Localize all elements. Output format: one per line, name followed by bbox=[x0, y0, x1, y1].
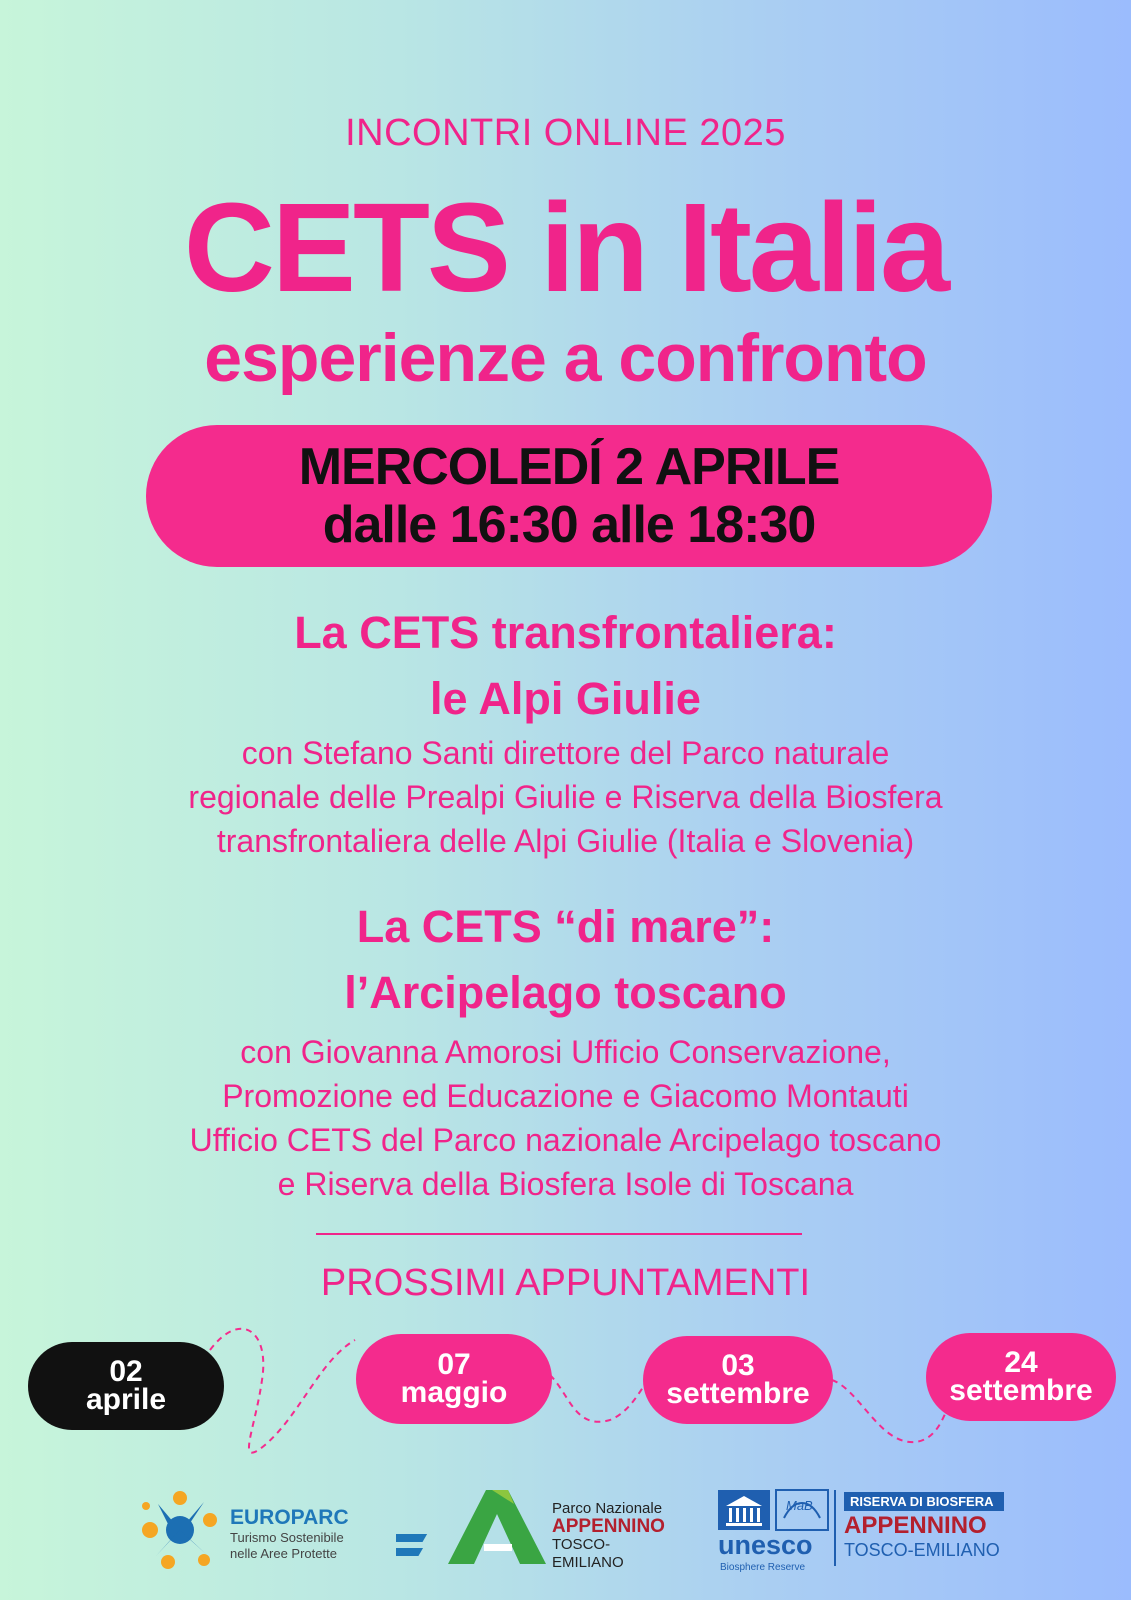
date-pill bbox=[356, 1334, 552, 1424]
talk-1-desc-line: transfrontaliera delle Alpi Giulie (Italia e Slovenia) bbox=[216, 823, 915, 859]
talk-2-desc-line: Ufficio CETS del Parco nazionale Arcipelago toscano bbox=[189, 1122, 942, 1158]
section-divider bbox=[316, 1233, 802, 1235]
parco-line-3: TOSCO-EMILIANO bbox=[552, 1536, 624, 1571]
date-month: settembre bbox=[949, 1374, 1093, 1407]
mab-label: MaB bbox=[786, 1498, 813, 1513]
riserva-label: RISERVA DI BIOSFERA bbox=[844, 1492, 1004, 1511]
event-time: dalle 16:30 alle 18:30 bbox=[322, 496, 816, 554]
riserva-line-3: TOSCO-EMILIANO bbox=[844, 1540, 1000, 1560]
date-pill bbox=[926, 1333, 1116, 1421]
europarc-name: EUROPARC bbox=[230, 1506, 349, 1529]
riserva-biosfera-logo bbox=[844, 1492, 1004, 1568]
europarc-logo bbox=[138, 1490, 349, 1570]
talk-2-description bbox=[0, 1030, 1131, 1206]
talk-1-description bbox=[0, 731, 1131, 863]
talk-1-desc-line: con Stefano Santi direttore del Parco naturale bbox=[241, 735, 890, 771]
date-pill-current bbox=[28, 1342, 224, 1430]
date-day: 24 bbox=[1004, 1346, 1038, 1379]
talk-2-desc-line: Promozione ed Educazione e Giacomo Montauti bbox=[222, 1078, 909, 1114]
unesco-temple-icon bbox=[718, 1488, 830, 1532]
unesco-subtitle: Biosphere Reserve bbox=[720, 1562, 806, 1573]
next-dates-label: PROSSIMI APPUNTAMENTI bbox=[320, 1262, 811, 1304]
unesco-name: unesco bbox=[718, 1530, 813, 1560]
talk-2-title-line: La CETS “di mare”: bbox=[356, 901, 775, 952]
talk-2-title bbox=[0, 894, 1131, 1026]
parco-nazionale-logo bbox=[396, 1484, 666, 1571]
talk-2-title-line: l’Arcipelago toscano bbox=[344, 967, 787, 1018]
parco-line-1: Parco Nazionale bbox=[552, 1500, 663, 1517]
poster-title: CETS in Italia bbox=[183, 177, 948, 318]
logo-divider bbox=[834, 1490, 836, 1566]
europarc-tagline: Turismo Sostenibile bbox=[230, 1530, 344, 1545]
parco-line-2: APPENNINO bbox=[552, 1516, 665, 1537]
date-month: maggio bbox=[400, 1376, 508, 1409]
event-date-pill bbox=[146, 425, 992, 567]
date-pill bbox=[643, 1336, 833, 1424]
date-month: settembre bbox=[666, 1377, 810, 1410]
riserva-line-2: APPENNINO bbox=[844, 1512, 987, 1539]
event-day: MERCOLEDÍ 2 APRILE bbox=[298, 438, 840, 496]
date-day: 03 bbox=[721, 1349, 755, 1382]
poster-subtitle: esperienze a confronto bbox=[204, 320, 927, 396]
date-day: 07 bbox=[437, 1348, 471, 1381]
talk-1-title bbox=[0, 600, 1131, 732]
date-month: aprile bbox=[85, 1383, 167, 1416]
date-day: 02 bbox=[109, 1355, 143, 1388]
event-series-label: INCONTRI ONLINE 2025 bbox=[345, 112, 786, 154]
europarc-star-icon bbox=[138, 1490, 222, 1570]
unesco-logo bbox=[718, 1488, 830, 1572]
talk-2-desc-line: e Riserva della Biosfera Isole di Toscana bbox=[277, 1166, 854, 1202]
talk-1-title-line: La CETS transfrontaliera: bbox=[294, 607, 837, 658]
parco-mountain-icon bbox=[396, 1484, 546, 1568]
europarc-tagline: nelle Aree Protette bbox=[230, 1546, 337, 1561]
talk-1-desc-line: regionale delle Prealpi Giulie e Riserva della Biosfera bbox=[188, 779, 943, 815]
talk-1-title-line: le Alpi Giulie bbox=[430, 673, 701, 724]
talk-2-desc-line: con Giovanna Amorosi Ufficio Conservazione, bbox=[240, 1034, 891, 1070]
